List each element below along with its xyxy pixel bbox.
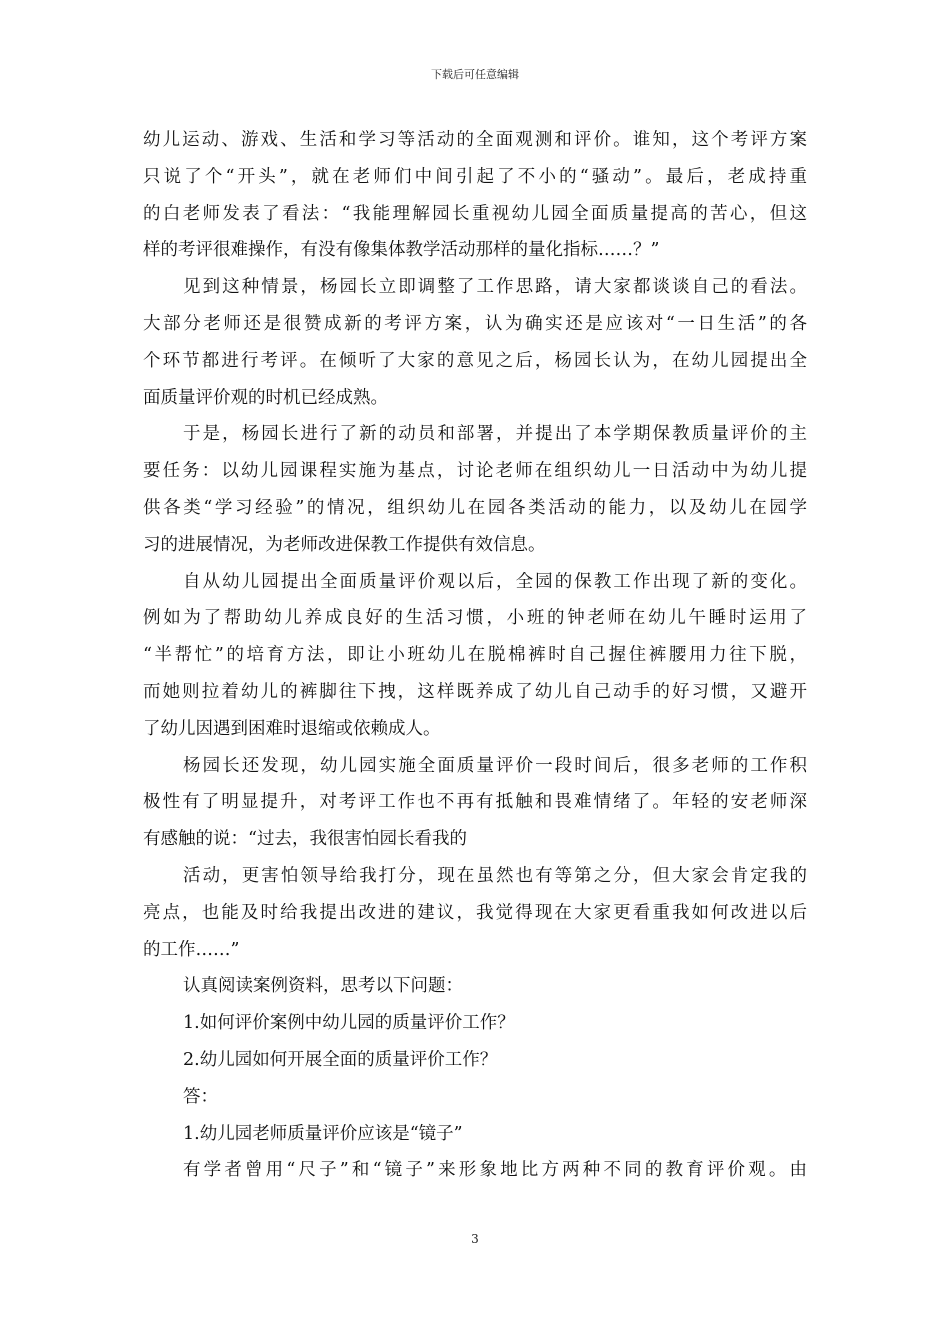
text-line: 要任务：以幼儿园课程实施为基点，讨论老师在组织幼儿一日活动中为幼儿提 (143, 461, 807, 482)
text-line: 而她则拉着幼儿的裤脚往下拽，这样既养成了幼儿自己动手的好习惯，又避开 (143, 681, 807, 702)
page-header: 下载后可任意编辑 (431, 68, 519, 81)
text-line: 了幼儿因遇到困难时退缩或依赖成人。 (143, 718, 441, 739)
text-line: 样的考评很难操作，有没有像集体教学活动那样的量化指标……？” (143, 240, 660, 261)
text-line: 自从幼儿园提出全面质量评价观以后，全园的保教工作出现了新的变化。 (183, 571, 807, 592)
text-line: 极性有了明显提升，对考评工作也不再有抵触和畏难情绪了。年轻的安老师深 (143, 792, 807, 813)
text-line: 个环节都进行考评。在倾听了大家的意见之后，杨园长认为，在幼儿园提出全 (143, 350, 807, 371)
page-number: 3 (471, 1232, 479, 1246)
text-line: 有学者曾用“尺子”和“镜子”来形象地比方两种不同的教育评价观。由 (183, 1160, 807, 1181)
text-line: 幼儿运动、游戏、生活和学习等活动的全面观测和评价。谁知，这个考评方案 (143, 130, 807, 150)
text-line: 活动，更害怕领导给我打分，现在虽然也有等第之分，但大家会肯定我的 (183, 865, 807, 886)
text-line: 习的进展情况，为老师改进保教工作提供有效信息。 (143, 534, 546, 555)
text-line: 杨园长还发现，幼儿园实施全面质量评价一段时间后，很多老师的工作积 (183, 755, 807, 776)
document-body (143, 122, 807, 1189)
text-line: 面质量评价观的时机已经成熟。 (143, 387, 388, 408)
text-line: 1.幼儿园老师质量评价应该是“镜子” (183, 1123, 463, 1144)
text-line: 1.如何评价案例中幼儿园的质量评价工作？ (183, 1013, 515, 1034)
text-line: 大部分老师还是很赞成新的考评方案，认为确实还是应该对“一日生活”的各 (143, 313, 807, 334)
text-line: 有感触的说：“过去，我很害怕园长看我的 (143, 829, 467, 850)
text-line: 的工作……” (143, 939, 240, 960)
text-line: 答： (183, 1086, 218, 1107)
text-line: 2.幼儿园如何开展全面的质量评价工作？ (183, 1049, 498, 1070)
text-line: 认真阅读案例资料，思考以下问题： (183, 976, 463, 997)
text-line: “半帮忙”的培育方法，即让小班幼儿在脱棉裤时自己握住裤腰用力往下脱， (143, 645, 807, 666)
text-line: 于是，杨园长进行了新的动员和部署，并提出了本学期保教质量评价的主 (183, 424, 807, 445)
text-line: 供各类“学习经验”的情况，组织幼儿在园各类活动的能力，以及幼儿在园学 (143, 497, 807, 518)
text-line: 只说了个“开头”，就在老师们中间引起了不小的“骚动”。最后，老成持重 (143, 166, 807, 187)
text-line: 亮点，也能及时给我提出改进的建议，我觉得现在大家更看重我如何改进以后 (143, 902, 807, 923)
text-line: 见到这种情景，杨园长立即调整了工作思路，请大家都谈谈自己的看法。 (183, 277, 807, 298)
text-line: 例如为了帮助幼儿养成良好的生活习惯，小班的钟老师在幼儿午睡时运用了 (143, 608, 807, 629)
text-line: 的白老师发表了看法：“我能理解园长重视幼儿园全面质量提高的苦心，但这 (143, 203, 807, 224)
